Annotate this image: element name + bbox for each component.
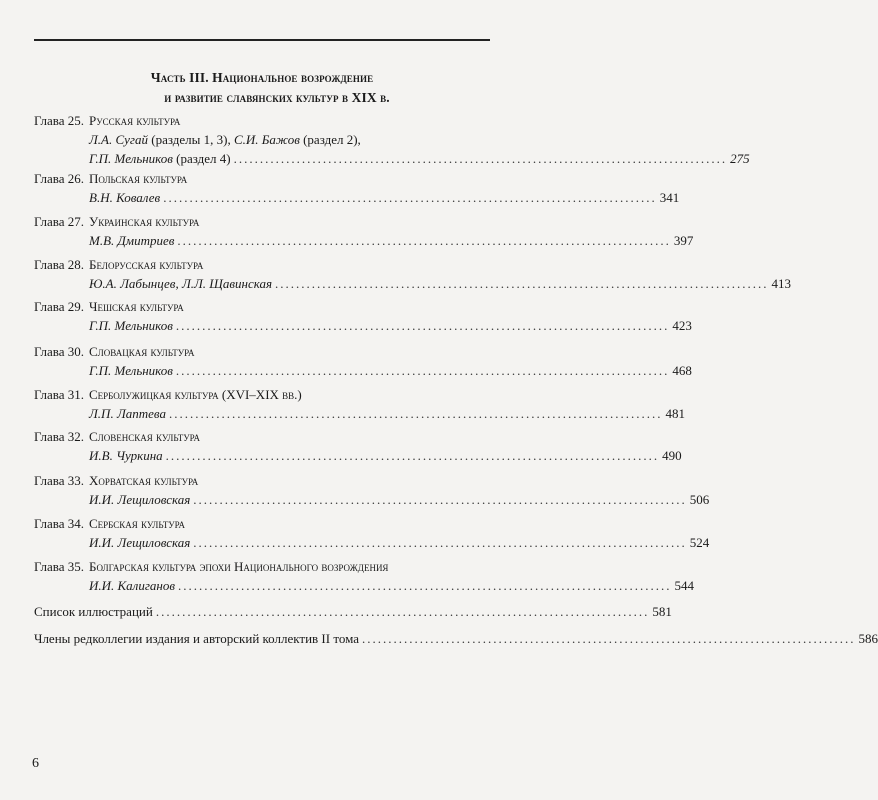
leader-dots: .............................................................................................. <box>168 406 663 421</box>
page-number: 275 <box>730 151 750 166</box>
chapter-title: Сербская культура <box>89 516 186 531</box>
chapter-label: Глава 32. <box>34 429 85 444</box>
part-heading-line1: Часть III. Национальное возрождение <box>150 70 374 85</box>
top-rule <box>34 39 490 41</box>
toc-entry-ch30[interactable] <box>34 342 692 380</box>
page-number: 581 <box>652 604 672 619</box>
toc-entry-ch26[interactable] <box>34 169 680 207</box>
toc-entry-ch28[interactable] <box>34 255 792 293</box>
chapter-author: Л.А. Сугай <box>89 132 149 147</box>
toc-entry-ch31[interactable] <box>34 385 685 423</box>
chapter-author: С.И. Бажов <box>233 132 300 147</box>
toc-entry-ch32[interactable] <box>34 427 682 465</box>
toc-entry-ch35[interactable] <box>34 557 694 595</box>
page-number: 586 <box>858 631 878 646</box>
page-number: 524 <box>689 535 710 550</box>
part-heading-line2: и развитие славянских культур в XIX в. <box>164 90 390 105</box>
chapter-label: Глава 29. <box>34 299 85 314</box>
chapter-author: Г.П. Мельников <box>89 318 173 333</box>
chapter-title: Словацкая культура <box>89 344 195 359</box>
page-number: 397 <box>673 233 694 248</box>
chapter-label: Глава 28. <box>34 257 85 272</box>
page-number: 413 <box>771 276 792 291</box>
toc-entry-ch29[interactable] <box>34 297 692 335</box>
leader-dots: .............................................................................................. <box>175 318 670 333</box>
leader-dots: .............................................................................................. <box>233 151 728 166</box>
toc-entry-editorial-board[interactable] <box>34 629 878 648</box>
chapter-label: Глава 35. <box>34 559 85 574</box>
leader-dots: .............................................................................................. <box>275 276 769 291</box>
chapter-title: Чешская культура <box>89 299 184 314</box>
chapter-author: М.В. Дмитриев <box>89 233 175 248</box>
toc-entry-ch34[interactable] <box>34 514 710 552</box>
author-note: (разделы 1, 3), <box>148 132 234 147</box>
author-note: (раздел 2), <box>299 132 361 147</box>
author-note: (раздел 4) <box>172 151 231 166</box>
leader-dots: .............................................................................................. <box>193 492 687 507</box>
chapter-label: Глава 27. <box>34 214 85 229</box>
leader-dots: .............................................................................................. <box>193 535 687 550</box>
chapter-author: Г.П. Мельников <box>89 151 173 166</box>
page-number: 341 <box>659 190 680 205</box>
leader-dots: .............................................................................................. <box>175 363 670 378</box>
chapter-author: Ю.А. Лабынцев, Л.Л. Щавинская <box>89 276 273 291</box>
toc-entry-ch25[interactable] <box>34 111 750 168</box>
chapter-author: И.И. Лещиловская <box>89 535 191 550</box>
leader-dots: .............................................................................................. <box>178 578 672 593</box>
part-heading <box>34 68 490 108</box>
chapter-title: Польская культура <box>89 171 188 186</box>
chapter-label: Глава 26. <box>34 171 85 186</box>
leader-dots: .............................................................................................. <box>362 631 856 646</box>
chapter-title: Серболужицкая культура (XVI–XIX вв.) <box>89 387 302 402</box>
toc-entry-ch33[interactable] <box>34 471 710 509</box>
page-number: 481 <box>665 406 685 421</box>
chapter-author: И.И. Калиганов <box>89 578 175 593</box>
leader-dots: .............................................................................................. <box>177 233 671 248</box>
chapter-title: Украинская культура <box>89 214 200 229</box>
chapter-label: Глава 30. <box>34 344 85 359</box>
chapter-title: Словенская культура <box>89 429 201 444</box>
toc-entry-illustrations[interactable] <box>34 602 672 621</box>
chapter-title: Хорватская культура <box>89 473 199 488</box>
toc-entry-ch27[interactable] <box>34 212 694 250</box>
page-number: 468 <box>672 363 692 378</box>
page-number: 423 <box>672 318 692 333</box>
chapter-author: Л.П. Лаптева <box>89 406 166 421</box>
chapter-author: И.В. Чуркина <box>89 448 163 463</box>
chapter-author: Г.П. Мельников <box>89 363 173 378</box>
leader-dots: .............................................................................................. <box>163 190 657 205</box>
chapter-title: Болгарская культура эпохи Национального возрождения <box>89 559 389 574</box>
chapter-label: Глава 33. <box>34 473 85 488</box>
folio-page-number: 6 <box>32 756 39 771</box>
chapter-author: В.Н. Ковалев <box>89 190 161 205</box>
chapter-author: И.И. Лещиловская <box>89 492 191 507</box>
chapter-title: Белорусская культура <box>89 257 204 272</box>
toc-entry-title: Члены редколлегии издания и авторский коллектив II тома <box>34 631 359 646</box>
chapter-label: Глава 34. <box>34 516 85 531</box>
leader-dots: .............................................................................................. <box>165 448 660 463</box>
toc-entry-title: Список иллюстраций <box>34 604 153 619</box>
page-number: 490 <box>662 448 682 463</box>
leader-dots: .............................................................................................. <box>155 604 650 619</box>
chapter-label: Глава 31. <box>34 387 85 402</box>
chapter-label: Глава 25. <box>34 113 85 128</box>
chapter-title: Русская культура <box>89 113 181 128</box>
page-number: 544 <box>674 578 694 593</box>
page-number: 506 <box>689 492 710 507</box>
